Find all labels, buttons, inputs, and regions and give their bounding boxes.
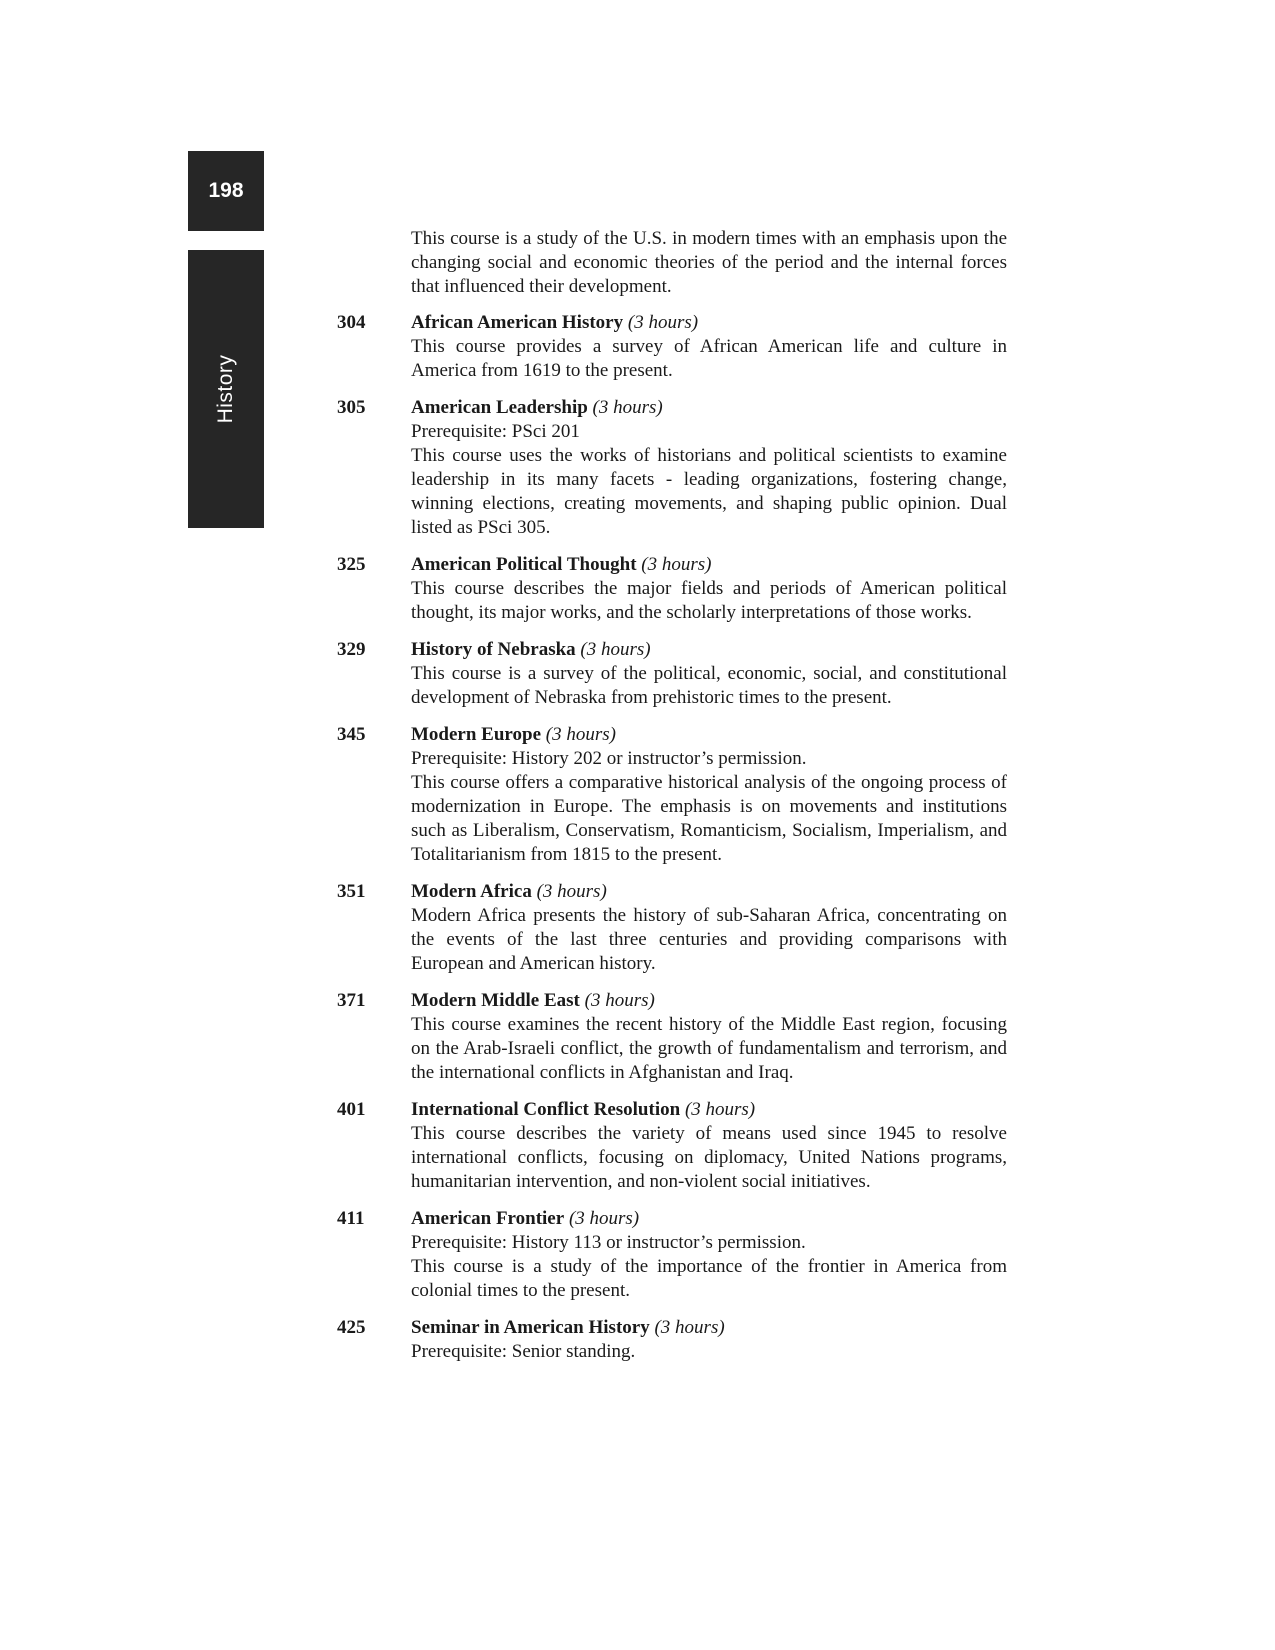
course-hours: (3 hours) [580, 639, 651, 660]
course-title: Modern Europe [411, 724, 542, 745]
course-heading [411, 553, 1007, 577]
course-body [411, 723, 1007, 867]
course-hours: (3 hours) [684, 1099, 756, 1120]
course-title: American Frontier [411, 1208, 565, 1229]
course-heading [411, 989, 1007, 1013]
course-heading [411, 1098, 1007, 1122]
course-heading [411, 1207, 1007, 1231]
course-list [337, 227, 1007, 1377]
course-heading [411, 723, 1007, 747]
course-heading [411, 396, 1007, 420]
course-body [411, 989, 1007, 1085]
course-hours: (3 hours) [584, 990, 655, 1011]
course-number: 401 [337, 1099, 366, 1120]
course-description: This course uses the works of historians and political scientists to examine leadership in its many facets - leading organizations, fostering change, winning elections, creating movements, and shaping public opinion. Dual listed as PSci 305. [411, 445, 1007, 538]
course-description: Modern Africa presents the history of sub-Saharan Africa, concentrating on the events of the last three centuries and providing comparisons with European and American history. [411, 905, 1007, 974]
course-body [411, 396, 1007, 540]
course-hours: (3 hours) [592, 397, 663, 418]
course-prerequisite: Prerequisite: History 202 or instructor’s permission. [411, 748, 807, 769]
course-hours: (3 hours) [627, 312, 699, 333]
page-number: 198 [208, 179, 244, 202]
section-tab-label: History [214, 354, 237, 424]
course-description: This course describes the major fields and periods of American political thought, its major works, and the scholarly interpretations of those works. [411, 578, 1007, 623]
page-number-tab [188, 151, 264, 231]
course-entry [337, 311, 1007, 383]
course-entry [337, 553, 1007, 625]
course-body [411, 1316, 1007, 1364]
course-hours: (3 hours) [654, 1317, 725, 1338]
course-entry [337, 396, 1007, 540]
course-description: This course provides a survey of African American life and culture in America from 1619 to the present. [411, 336, 1007, 381]
course-title: Modern Africa [411, 881, 532, 902]
course-number: 304 [337, 312, 366, 333]
course-entry [337, 1316, 1007, 1364]
course-heading [411, 1316, 1007, 1340]
course-title: Modern Middle East [411, 990, 580, 1011]
course-number: 411 [337, 1208, 365, 1229]
course-number: 351 [337, 881, 366, 902]
course-entry [337, 989, 1007, 1085]
course-number: 325 [337, 554, 366, 575]
course-entry [337, 723, 1007, 867]
course-entry [337, 880, 1007, 976]
course-entry [337, 1098, 1007, 1194]
course-prerequisite: Prerequisite: PSci 201 [411, 421, 580, 442]
course-hours: (3 hours) [545, 724, 616, 745]
course-hours: (3 hours) [536, 881, 607, 902]
course-entry [337, 1207, 1007, 1303]
course-heading [411, 638, 1007, 662]
course-title: History of Nebraska [411, 639, 576, 660]
intro-paragraph: This course is a study of the U.S. in modern times with an emphasis upon the changing social and economic theories of the period and the internal forces that influenced their development. [411, 228, 1007, 297]
course-title: International Conflict Resolution [411, 1099, 681, 1120]
course-prerequisite: Prerequisite: History 113 or instructor’s permission. [411, 1232, 806, 1253]
course-description: This course offers a comparative historical analysis of the ongoing process of modernization in Europe. The emphasis is on movements and institutions such as Liberalism, Conservatism, Romanticism, Socialism, Imperialism, and Totalitarianism from 1815 to the present. [411, 772, 1007, 865]
course-number: 425 [337, 1317, 366, 1338]
course-heading [411, 311, 1007, 335]
course-heading [411, 880, 1007, 904]
course-hours: (3 hours) [568, 1208, 640, 1229]
course-body [411, 311, 1007, 383]
course-hours: (3 hours) [641, 554, 712, 575]
section-tab [188, 250, 264, 528]
course-description: This course is a survey of the political, economic, social, and constitutional development of Nebraska from prehistoric times to the present. [411, 663, 1007, 708]
course-number: 305 [337, 397, 366, 418]
course-title: American Leadership [411, 397, 588, 418]
course-body [411, 553, 1007, 625]
course-description: This course examines the recent history of the Middle East region, focusing on the Arab-Israeli conflict, the growth of fundamentalism and terrorism, and the international conflicts in Afghanistan and Iraq. [411, 1014, 1007, 1083]
course-description: This course is a study of the importance of the frontier in America from colonial times to the present. [411, 1256, 1007, 1301]
course-description: This course describes the variety of means used since 1945 to resolve international conflicts, focusing on diplomacy, United Nations programs, humanitarian intervention, and non-violent social initiatives. [411, 1123, 1007, 1192]
course-entry [337, 638, 1007, 710]
course-body [411, 880, 1007, 976]
course-body [411, 638, 1007, 710]
course-body [411, 1207, 1007, 1303]
course-title: African American History [411, 312, 624, 333]
course-prerequisite: Prerequisite: Senior standing. [411, 1341, 636, 1362]
course-body [411, 1098, 1007, 1194]
course-title: American Political Thought [411, 554, 637, 575]
courses-container [337, 311, 1007, 1364]
course-number: 329 [337, 639, 366, 660]
course-title: Seminar in American History [411, 1317, 650, 1338]
course-number: 371 [337, 990, 366, 1011]
course-number: 345 [337, 724, 366, 745]
